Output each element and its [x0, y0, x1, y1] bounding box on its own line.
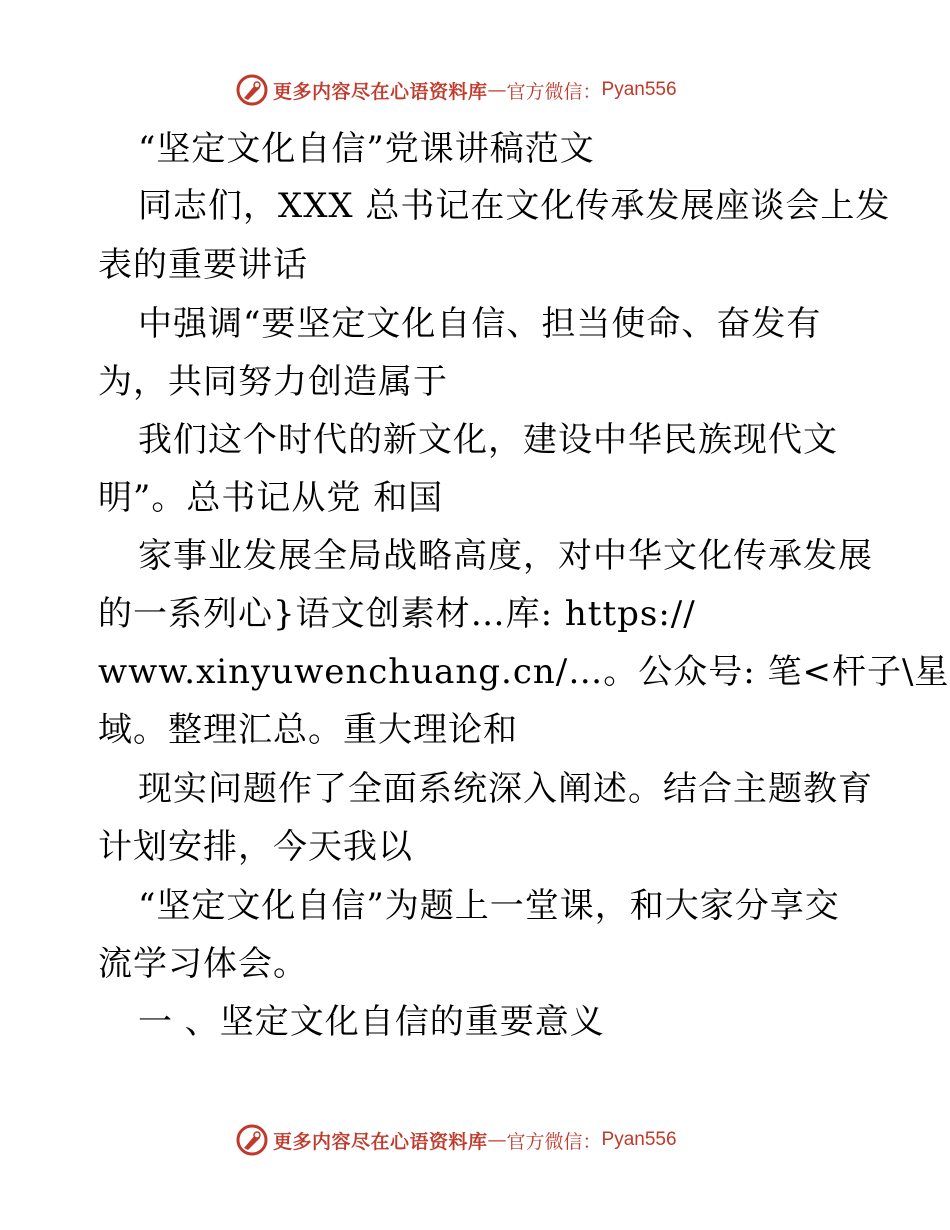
watermark-wechat-label: 官方微信：: [506, 1130, 602, 1153]
pen-nib-logo-icon: [235, 1123, 269, 1157]
watermark-separator: —: [487, 1129, 507, 1151]
section-heading: 一 、坚定文化自信的重要意义: [138, 1002, 605, 1042]
paragraph-line: 同志们，XXX 总书记在文化传承发展座谈会上发: [138, 186, 891, 226]
paragraph-line: 的一系列心}语文创素材…库: https://: [98, 594, 696, 634]
watermark-wechat-label: 官方微信：: [506, 80, 602, 103]
paragraph-line: 现实问题作了全面系统深入阐述。结合主题教育: [138, 769, 873, 809]
watermark-wechat-id: Pyan556: [601, 1129, 677, 1150]
paragraph-line: 表的重要讲话: [98, 245, 308, 285]
pen-nib-logo-icon: [235, 73, 269, 107]
watermark-banner-top: [235, 73, 715, 107]
paragraph-line: 计划安排，今天我以: [98, 827, 413, 867]
paragraph-line: 流学习体会。: [98, 944, 308, 984]
watermark-source-text: 更多内容尽在心语资料库: [273, 1130, 488, 1153]
watermark-source-text: 更多内容尽在心语资料库: [273, 80, 488, 103]
watermark-wechat-id: Pyan556: [601, 79, 677, 100]
paragraph-line: 我们这个时代的新文化，建设中华民族现代文: [138, 420, 838, 460]
watermark-banner-bottom: [235, 1123, 715, 1157]
paragraph-line: 家事业发展全局战略高度，对中华文化传承发展: [138, 536, 873, 576]
paragraph-line: 域。整理汇总。重大理论和: [98, 710, 518, 750]
document-title: “坚定文化自信”党课讲稿范文: [138, 129, 595, 169]
paragraph-line: 为，共同努力创造属于: [98, 362, 448, 402]
paragraph-line: “坚定文化自信”为题上一堂课，和大家分享交: [138, 886, 840, 926]
watermark-separator: —: [487, 79, 507, 101]
paragraph-line: www.xinyuwenchuang.cn/…。公众号: 笔<杆子\星: [98, 652, 950, 692]
paragraph-line: 明”。总书记从党 和国: [98, 478, 444, 518]
paragraph-line: 中强调“要坚定文化自信、担当使命、奋发有: [138, 304, 822, 344]
